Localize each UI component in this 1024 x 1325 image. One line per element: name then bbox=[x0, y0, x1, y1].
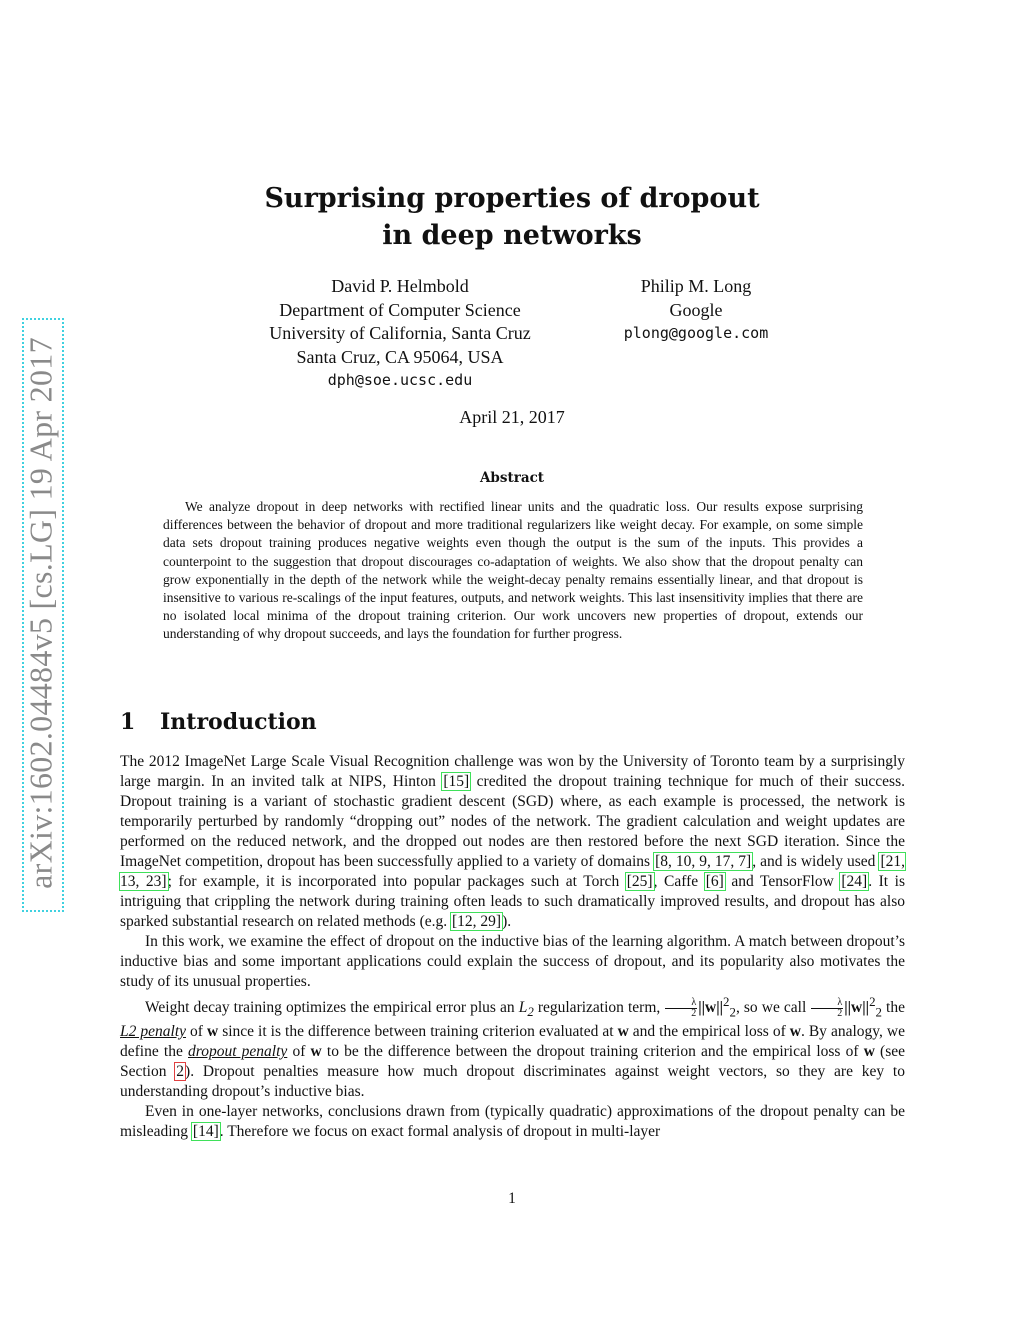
text-run: of bbox=[186, 1023, 207, 1041]
math-norm: ||w|| bbox=[698, 999, 724, 1017]
text-run: , Caffe bbox=[653, 873, 705, 890]
author-name: David P. Helmbold bbox=[331, 276, 469, 296]
math-fraction bbox=[811, 998, 843, 1019]
author-email: plong@google.com bbox=[623, 324, 769, 342]
term-dropout-penalty: dropout penalty bbox=[188, 1043, 288, 1061]
fraction-denominator: 2 bbox=[837, 1008, 843, 1020]
arxiv-identifier: arXiv:1602.04484v5 [cs.LG] 19 Apr 2017 bbox=[22, 337, 59, 889]
abstract-text: We analyze dropout in deep networks with rectified linear units and the quadratic loss. Our results expose surprising differences between the behavior of dropout and more traditional regularizers like weight decay. For example, on some simple data sets dropout training produces negative weights even though the output is the sum of the inputs. This provides a counterpoint to the suggestion that dropout discourages co-adaptation of weights. We also show that the dropout penalty can grow exponentially in the depth of the network while the weight-decay penalty remains essentially linear, and that dropout is insensitive to various re-scalings of the input features, outputs, and network weights. This last insensitivity implies that there are no isolated local minima of the dropout training criterion. Our work uncovers new properties of dropout, extends our understanding of why dropout succeeds, and lays the foundation for further progress. bbox=[163, 499, 863, 642]
abstract-heading: Abstract bbox=[479, 470, 545, 486]
text-run: , and is widely used bbox=[752, 853, 880, 870]
paragraph-4 bbox=[120, 1102, 905, 1142]
text-run: since it is the difference between training criterion evaluated at bbox=[218, 1023, 618, 1041]
text-run: ; for example, it is incorporated into popular packages such at Torch bbox=[167, 873, 626, 890]
text-run: (see Section bbox=[120, 1043, 906, 1081]
text-run: Even in one-layer networks, conclusions drawn from (typically quadratic) approximations of the dropout penalty can be misleading bbox=[120, 1103, 905, 1141]
text-run: . It is intriguing that crippling the network during training often leads to such dramatically improved results, and dropout has also sparked substantial research on related methods (e.g. bbox=[120, 873, 905, 930]
paragraph-3 bbox=[120, 992, 905, 1102]
text-run: ). bbox=[502, 913, 512, 930]
author-name: Philip M. Long bbox=[640, 276, 752, 296]
text-run: Weight decay training optimizes the empirical error plus an bbox=[145, 999, 519, 1017]
text-run: ). Dropout penalties measure how much dropout discriminates against weight vectors, so they are key to understanding dropout’s inductive bias. bbox=[120, 1063, 905, 1101]
math-vector: w bbox=[310, 1043, 322, 1061]
text-run: the bbox=[881, 999, 905, 1017]
math-superscript: 2 bbox=[869, 994, 876, 1009]
math-vector: w bbox=[789, 1023, 801, 1041]
math-norm: ||w|| bbox=[844, 999, 870, 1017]
citation-link[interactable]: [12, 29] bbox=[451, 913, 502, 930]
introduction-body bbox=[120, 752, 905, 1142]
author-block-1 bbox=[230, 275, 570, 393]
math-fraction bbox=[665, 998, 697, 1019]
page-number: 1 bbox=[508, 1190, 516, 1207]
text-run: , so we call bbox=[735, 999, 811, 1017]
citation-link[interactable]: [6] bbox=[705, 873, 724, 890]
fraction-denominator: 2 bbox=[691, 1008, 697, 1020]
math-l2 bbox=[518, 999, 534, 1020]
citation-link[interactable]: [8, 10, 9, 17, 7] bbox=[655, 853, 752, 870]
fraction-numerator: λ bbox=[665, 998, 697, 1009]
citation-link[interactable]: [21, 13, 23] bbox=[120, 853, 905, 890]
text-run: and TensorFlow bbox=[724, 873, 841, 890]
math-vector: w bbox=[617, 1023, 629, 1041]
section-number: 1 bbox=[120, 709, 136, 735]
text-run: to be the difference between the dropout training criterion and the empirical loss of bbox=[321, 1043, 864, 1061]
math-subscript: 2 bbox=[875, 1004, 882, 1020]
text-run: regularization term, bbox=[533, 999, 665, 1017]
fraction-numerator: λ bbox=[811, 998, 843, 1009]
citation-link[interactable]: [24] bbox=[841, 873, 868, 890]
author-address: Santa Cruz, CA 95064, USA bbox=[296, 346, 504, 367]
title-line-2: in deep networks bbox=[382, 220, 642, 251]
title-line-1: Surprising properties of dropout bbox=[264, 183, 760, 214]
author-institution: Google bbox=[669, 299, 723, 320]
paper-date: April 21, 2017 bbox=[459, 407, 565, 427]
paragraph-2: In this work, we examine the effect of dropout on the inductive bias of the learning algorithm. A match between dropout’s inductive bias and some important applications could explain the success of dropout, and its popularity also motivates the study of its unusual properties. bbox=[120, 933, 905, 990]
citation-link[interactable]: [14] bbox=[192, 1123, 219, 1141]
text-run: The 2012 ImageNet Large Scale Visual Recognition challenge was won by the University of Toronto team by a surprisingly large margin. In an invited talk at NIPS, Hinton bbox=[120, 753, 905, 790]
math-vector: w bbox=[206, 1023, 219, 1041]
section-heading bbox=[120, 709, 317, 735]
text-run: and the empirical loss of bbox=[628, 1023, 790, 1041]
math-superscript: 2 bbox=[723, 994, 730, 1009]
author-email: dph@soe.ucsc.edu bbox=[327, 371, 473, 389]
term-l2-penalty: L2 penalty bbox=[120, 1023, 187, 1041]
text-run: of bbox=[287, 1043, 311, 1061]
text-run: . Therefore we focus on exact formal analysis of dropout in multi-layer bbox=[219, 1123, 661, 1141]
citation-link[interactable]: [15] bbox=[443, 773, 470, 790]
math-symbol: L bbox=[518, 999, 528, 1017]
citation-link[interactable]: [25] bbox=[626, 873, 653, 890]
section-title: Introduction bbox=[160, 709, 317, 735]
math-subscript: 2 bbox=[527, 1004, 534, 1020]
author-institution: University of California, Santa Cruz bbox=[269, 323, 531, 343]
paper-title bbox=[200, 180, 824, 254]
section-reference-link[interactable]: 2 bbox=[176, 1063, 185, 1081]
text-run: . By analogy, we define the bbox=[120, 1023, 905, 1061]
author-block-2 bbox=[596, 275, 796, 346]
math-subscript: 2 bbox=[729, 1004, 736, 1020]
text-run: credited the dropout training technique for much of their success. Dropout training is a variant of stochastic gradient descent (SGD) where, as each example is processed, the network is temporarily perturbed by randomly “dropping out” nodes of the network. The gradient calculation and weight updates are performed on the reduced network, and the dropped out nodes are then restored before the next SGD iteration. Since the ImageNet competition, dropout has been successfully applied to a variety of domains bbox=[120, 773, 905, 870]
paragraph-1 bbox=[120, 752, 905, 932]
math-vector: w bbox=[863, 1043, 875, 1061]
author-department: Department of Computer Science bbox=[279, 299, 521, 320]
